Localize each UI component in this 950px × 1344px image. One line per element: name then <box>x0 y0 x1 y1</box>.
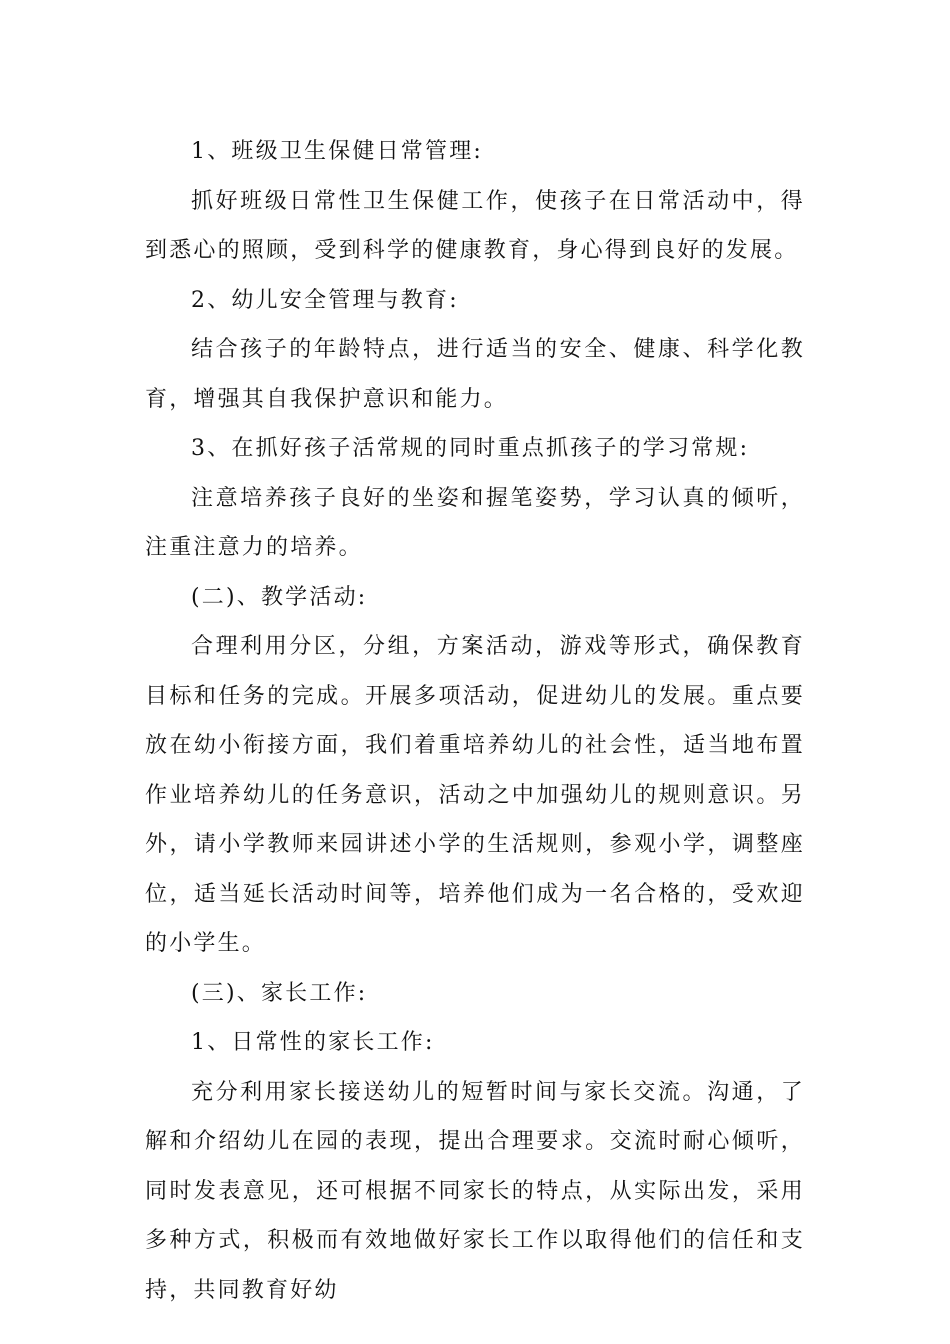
heading-learning-routine: 3、在抓好孩子活常规的同时重点抓孩子的学习常规: <box>191 436 750 461</box>
document-body <box>145 127 805 1315</box>
paragraph-learning-routine: 注意培养孩子良好的坐姿和握笔姿势，学习认真的倾听，注重注意力的培养。 <box>145 485 805 560</box>
paragraph-daily-parent-work: 充分利用家长接送幼儿的短暂时间与家长交流。沟通，了解和介绍幼儿在园的表现，提出合理要求。交流时耐心倾听，同时发表意见，还可根据不同家长的特点，从实际出发，采用多种方式，积极而有效地做好家长工作以取得他们的信任和支持，共同教育好幼 <box>145 1079 805 1303</box>
heading-daily-parent-work: 1、日常性的家长工作: <box>191 1030 435 1055</box>
paragraph-teaching-activities: 合理利用分区，分组，方案活动，游戏等形式，确保教育目标和任务的完成。开展多项活动，促进幼儿的发展。重点要放在幼小衔接方面，我们着重培养幼儿的社会性，适当地布置作业培养幼儿的任务意识，活动之中加强幼儿的规则意识。另外，请小学教师来园讲述小学的生活规则，参观小学，调整座位，适当延长活动时间等，培养他们成为一名合格的，受欢迎的小学生。 <box>145 634 805 956</box>
heading-teaching-activities: (二)、教学活动: <box>191 584 368 610</box>
heading-class-health-care: 1、班级卫生保健日常管理: <box>191 139 484 164</box>
heading-parent-work: (三)、家长工作: <box>191 980 368 1006</box>
paragraph-safety-education: 结合孩子的年龄特点，进行适当的安全、健康、科学化教育，增强其自我保护意识和能力。 <box>145 337 805 412</box>
paragraph-health-care: 抓好班级日常性卫生保健工作，使孩子在日常活动中，得到悉心的照顾，受到科学的健康教育，身心得到良好的发展。 <box>145 188 805 263</box>
heading-safety-education: 2、幼儿安全管理与教育: <box>191 287 459 313</box>
